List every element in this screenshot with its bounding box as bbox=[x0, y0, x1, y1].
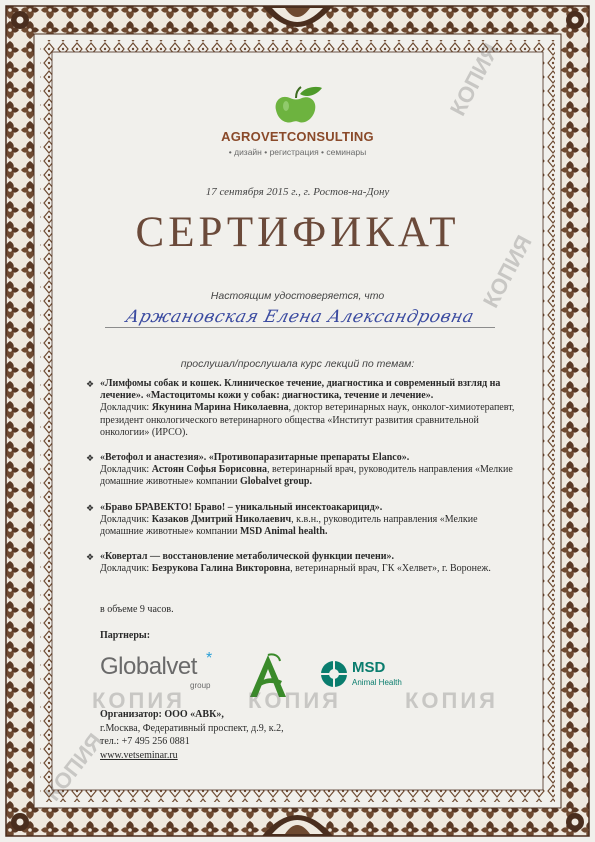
speaker-company: Globalvet group. bbox=[239, 476, 312, 488]
speaker-company: MSD Animal health. bbox=[239, 526, 328, 538]
topic-title: «Ветофол и анастезия». «Противопаразитарные препараты Elanco». bbox=[100, 452, 410, 464]
list-item bbox=[86, 551, 520, 575]
watermark-copy-1: КОПИЯ bbox=[445, 39, 504, 120]
speaker-details: , ветеринарный врач, руководитель направления «Мелкие домашние животные» компании bbox=[100, 464, 513, 488]
speaker-label: Докладчик: bbox=[100, 402, 150, 414]
organizer-phone: тел.: +7 495 256 0881 bbox=[100, 736, 190, 747]
apple-logo-icon bbox=[272, 84, 324, 126]
partners-label: Партнеры: bbox=[100, 630, 151, 641]
speaker-details: , к.в.н., руководитель направления «Мелкие домашние животные» компании bbox=[100, 513, 478, 538]
diamond-bullet-icon: ❖ bbox=[86, 453, 95, 464]
list-item bbox=[86, 378, 520, 439]
speaker-name: Якунина Марина Николаевна bbox=[151, 402, 289, 414]
watermark-copy-3: КОПИЯ bbox=[92, 688, 185, 713]
signature-line bbox=[105, 327, 495, 328]
msd-logo-text: MSD bbox=[352, 659, 386, 676]
course-intro-text: прослушал/прослушала курс лекций по темам: bbox=[180, 358, 415, 370]
page-title: СЕРТИФИКАТ bbox=[135, 209, 460, 256]
diamond-bullet-icon: ❖ bbox=[86, 502, 95, 513]
speaker-name: Казаков Дмитрий Николаевич bbox=[151, 513, 292, 525]
speaker-name: Астоян Софья Борисовна bbox=[151, 464, 268, 476]
globalvet-star-icon: * bbox=[206, 650, 213, 667]
watermark-copy-4: КОПИЯ bbox=[248, 688, 341, 713]
topic-title: «Браво БРАВЕКТО! Браво! – уникальный инсектоакарицид». bbox=[100, 501, 383, 513]
speaker-label: Докладчик: bbox=[100, 563, 150, 575]
speaker-label: Докладчик: bbox=[100, 513, 150, 525]
globalvet-logo: Globalvet bbox=[100, 653, 197, 680]
topic-title: «Ковертал — восстановление метаболической функции печени». bbox=[100, 551, 394, 563]
diamond-bullet-icon: ❖ bbox=[86, 552, 95, 563]
organizer-website-link[interactable]: www.vetseminar.ru bbox=[100, 749, 178, 761]
topics-list bbox=[86, 378, 520, 589]
date-line: 17 сентября 2015 г., г. Ростов-на-Дону bbox=[205, 186, 390, 198]
organizer-label: Организатор: ООО «АВК», bbox=[100, 709, 224, 720]
speaker-details: , ветеринарный врач, ГК «Хелвет», г. Воронеж. bbox=[290, 563, 491, 575]
diamond-bullet-icon: ❖ bbox=[86, 379, 95, 389]
course-volume: в объеме 9 часов. bbox=[100, 604, 174, 615]
recipient-signature: Аржановская Елена Александровна bbox=[123, 307, 477, 327]
watermark-copy-6: КОПИЯ bbox=[40, 728, 108, 806]
organizer-block bbox=[100, 708, 284, 762]
speaker-details: , доктор ветеринарных наук, онколог-химиотерапевт, президент онкологического ветеринарного общества «Институт развития сравнительной онкологии» (ИРСО). bbox=[100, 402, 515, 438]
confirm-text: Настоящим удостоверяется, что bbox=[210, 290, 385, 302]
watermark-copy-2: КОПИЯ bbox=[478, 231, 537, 312]
brand-name: AGROVETCONSULTING bbox=[221, 129, 374, 144]
globalvet-sub: group bbox=[190, 681, 211, 690]
brand-tagline: • дизайн • регистрация • семинары bbox=[228, 147, 367, 157]
speaker-label: Докладчик: bbox=[100, 464, 150, 476]
list-item bbox=[86, 501, 520, 539]
list-item bbox=[86, 452, 520, 489]
speaker-name: Безрукова Галина Викторовна bbox=[151, 563, 291, 575]
msd-logo-sub: Animal Health bbox=[352, 678, 402, 687]
watermark-copy-5: КОПИЯ bbox=[405, 688, 498, 713]
topic-title: «Лимфомы собак и кошек. Клиническое течение, диагностика и современный взгляд на лечение». «Мастоцитомы кожи у собак: диагностика, течение и лечение». bbox=[100, 378, 501, 402]
msd-logo-icon bbox=[320, 660, 348, 688]
organizer-address: г.Москва, Федеративный проспект, д.9, к.2, bbox=[100, 722, 284, 734]
